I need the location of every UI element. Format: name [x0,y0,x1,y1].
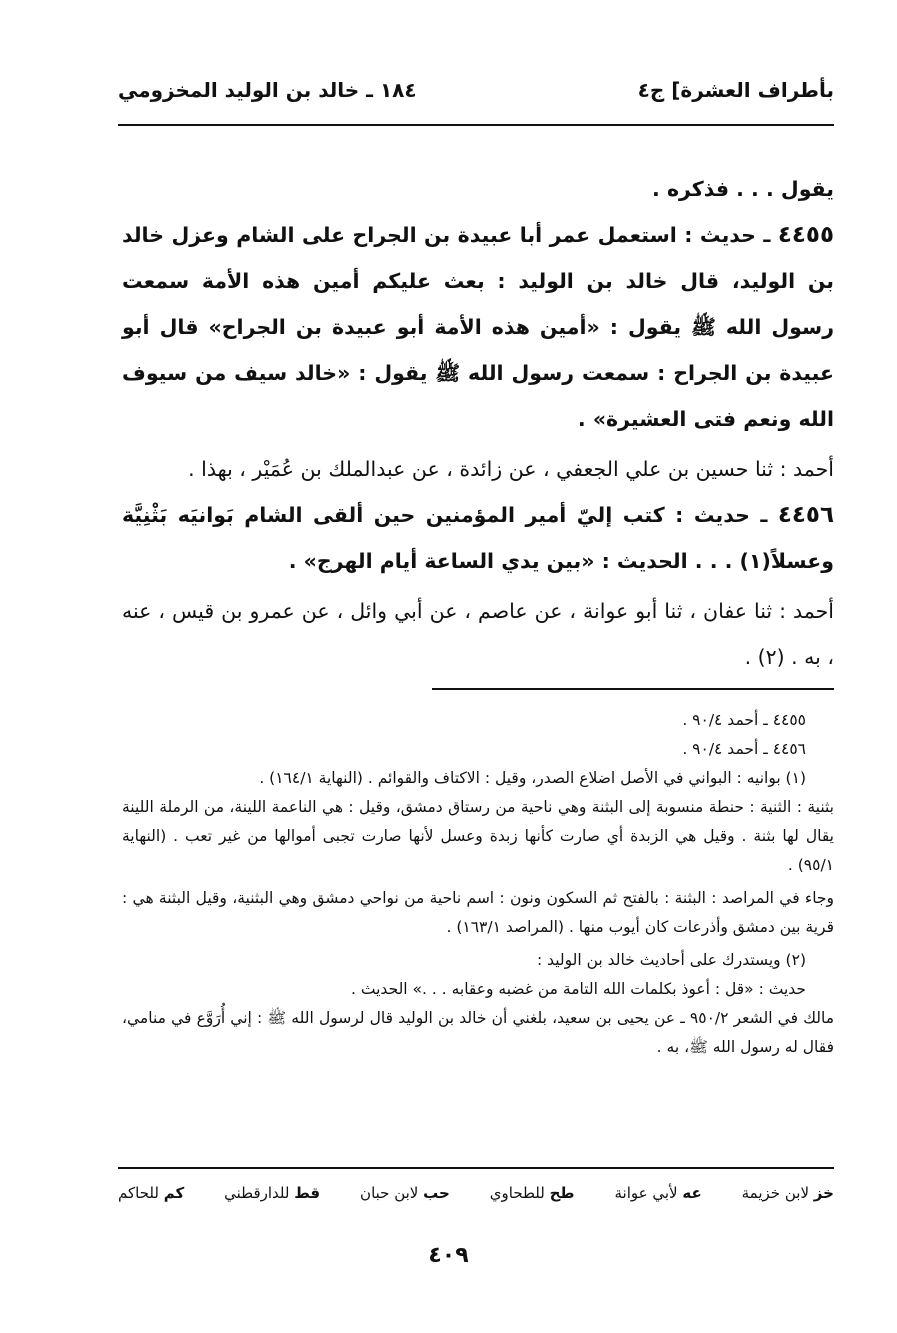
header-rule [118,124,834,126]
footnote-ref-4456: ٤٤٥٦ ـ أحمد ٩٠/٤ . [682,740,806,758]
abbreviations-rule [118,1167,834,1169]
hadith-4456-source: أحمد : ثنا عفان ، ثنا أبو عوانة ، عن عاصم ، عن أبي وائل ، عن عمرو بن قيس ، عنه ، به . (٢) . [122,599,834,669]
hadith-text: ـ حديث : استعمل عمر أبا عبيدة بن الجراح على الشام وعزل خالد بن الوليد، قال خالد بن الوليد : بعث عليكم أمين هذه الأمة سمعت رسول الله ﷺ يقول : «أمين هذه الأمة أبو عبيدة بن الجراح» قال أبو عبيدة بن الجراح : سمعت رسول الله ﷺ يقول : «خالد سيف من سيوف الله ونعم فتى العشيرة» . [122,223,834,431]
abbreviation-code: عه [682,1184,702,1202]
abbreviation-item [490,1184,575,1202]
footnote-1-bathaniya: بثنية : الثنية : حنطة منسوبة إلى البثنة وهي ناحية من رستاق دمشق، وقيل : هي الناعمة اللينة، من الرملة اللينة يقال لها بثنة . وقيل هي الزبدة أي صارت كأنها زبدة وعسل لأنها صارت تجبى أموالها من غير تعب . (النهاية ٩٥/١) . [122,798,834,874]
header-book-title: بأطراف العشرة] ج٤ [637,78,834,102]
hadith-4455 [122,212,834,442]
footnote-rule [432,688,834,690]
header-chapter-title: ١٨٤ ـ خالد بن الوليد المخزومي [118,78,417,102]
hadith-4455-source: أحمد : ثنا حسين بن علي الجعفي ، عن زائدة ، عن عبدالملك بن عُمَيْر ، بهذا . [188,457,834,481]
footnote-2: (٢) ويستدرك على أحاديث خالد بن الوليد : [536,951,806,969]
abbreviation-item [224,1184,320,1202]
footnote-2-hadith: حديث : «قل : أعوذ بكلمات الله التامة من غضبه وعقابه . . .» الحديث . [351,980,806,998]
footnote-ref-4455: ٤٤٥٥ ـ أحمد ٩٠/٤ . [682,711,806,729]
abbreviation-code: خز [813,1184,834,1202]
footnote-1: (١) بوانيه : البواني في الأصل اضلاع الصدر، وقيل : الاكتاف والقوائم . (النهاية ١٦٤/١) . [259,769,806,787]
abbreviation-label: لأبي عوانة [614,1184,678,1202]
page-number: ٤٠٩ [428,1243,469,1268]
footnote-1-marasid: وجاء في المراصد : البثنة : بالفتح ثم السكون ونون : اسم ناحية من نواحي دمشق وهي البثنية، وقيل البثنة هي : قرية بين دمشق وأذرعات كان أيوب منها . (المراصد ١٦٣/١) . [122,889,834,936]
footnotes [122,706,834,1062]
abbreviation-code: كم [163,1184,185,1202]
abbreviation-label: لابن خزيمة [741,1184,809,1202]
main-text [122,166,834,680]
hadith-4456 [122,492,834,584]
abbreviation-label: لابن حبان [360,1184,419,1202]
abbreviation-item [360,1184,450,1202]
abbreviation-item [118,1184,184,1202]
hadith-text: ـ حديث : كتب إليّ أمير المؤمنين حين ألقى الشام بَوانيَه بَثْنِيَّة وعسلاً(١) . . . الحديث : «بين يدي الساعة أيام الهرج» . [122,503,834,573]
hadith-number: ٤٤٥٥ [777,222,834,248]
abbreviations-key [118,1184,834,1202]
footnote-2-malik: مالك في الشعر ٩٥٠/٢ ـ عن يحيى بن سعيد، بلغني أن خالد بن الوليد قال لرسول الله ﷺ : إني أُرَوَّع في منامي، فقال له رسول الله ﷺ، به . [122,1009,834,1056]
abbreviation-code: طح [549,1184,575,1202]
abbreviation-label: للدارقطني [224,1184,290,1202]
intro-line: يقول . . . فذكره . [652,177,834,201]
abbreviation-label: للطحاوي [489,1184,545,1202]
abbreviation-item [615,1184,702,1202]
running-header [118,76,834,116]
abbreviation-code: حب [423,1184,450,1202]
abbreviation-label: للحاكم [118,1184,159,1202]
abbreviation-item [742,1184,834,1202]
abbreviation-code: قط [294,1184,321,1202]
hadith-number: ٤٤٥٦ [777,502,834,528]
